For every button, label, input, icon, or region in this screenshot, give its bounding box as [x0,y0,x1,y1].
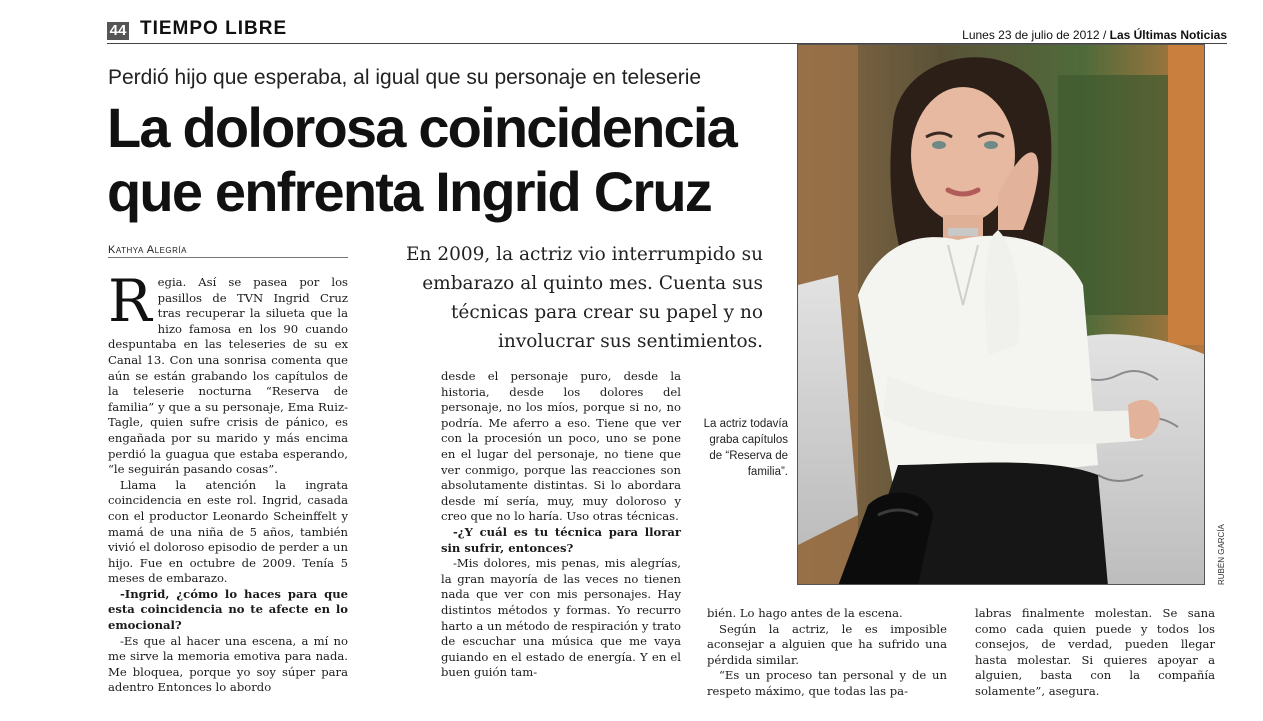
photo-credit [1206,524,1226,585]
body-column-3 [707,606,947,700]
body-column-2 [441,369,681,681]
paragraph-text: egia. Así se pasea por los pasillos de TVN Ingrid Cruz tras recuperar la silueta que la hizo famosa en los 90 cuando despuntaba en las teleseries de su ex Canal 13. Con una sonrisa comenta que aún se están grabando los capítulos de la teleserie nocturna “Reserva de familia” y que a su personaje, Ema Ruiz-Tagle, quien sufre crisis de pánico, es engañada por su marido y más encima perdió la guagua que estaba esperando, “le seguirán pasando cosas”. [108,275,348,477]
paragraph: labras finalmente molestan. Se sana como cada quien puede y todos los consejos, de verdad, pueden llegar hasta molestar. Si quieres apoyar a alguien, basta con la compañía solamente”, asegura. [975,606,1215,698]
publication-name: Las Últimas Noticias [1109,28,1227,42]
deck: En 2009, la actriz vio interrumpido su embarazo al quinto mes. Cuenta sus técnicas para crear su papel y no involucrar sus sentimientos. [406,244,763,352]
paragraph: Llama la atención la ingrata coincidencia en este rol. Ingrid, casada con el productor Leonardo Scheinffelt y mamá de una niña de 5 años, también vivió el doloroso episodio de perder a un hijo. Fue en octubre de 2009. Tenía 5 meses de embarazo. [108,477,348,586]
kicker: Perdió hijo que esperaba, al igual que su personaje en teleserie [108,66,702,89]
dateline [962,28,1227,42]
headline-line-2: que enfrenta Ingrid Cruz [107,160,711,223]
headline-line-1: La dolorosa coincidencia [107,96,736,159]
paragraph: “Es un proceso tan personal y de un respeto máximo, que todas las pa- [707,668,947,698]
page-number: 44 [107,22,129,40]
byline-rule [108,257,348,258]
photo-caption: La actriz todavía graba capítulos de “Reserva de familia”. [703,418,788,478]
byline: Kathya Alegría [108,244,187,256]
interview-question: -¿Y cuál es tu técnica para llorar sin sufrir, entonces? [441,524,681,555]
section-title: TIEMPO LIBRE [140,18,288,39]
lead-paragraph [108,267,348,478]
headline [107,96,787,224]
paragraph: bién. Lo hago antes de la escena. [707,606,903,620]
interview-question: -Ingrid, ¿cómo lo haces para que esta coincidencia no te afecte en lo emocional? [108,586,348,633]
drop-cap: R [108,267,152,335]
issue-date: Lunes 23 de julio de 2012 / [962,28,1107,42]
body-column-1 [108,267,348,696]
paragraph: desde el personaje puro, desde la historia, desde los dolores del personaje, no los míos, porque si no, no podría. Me aferro a eso. Tiene que ver con la procesión un poco, uno se pone en el lugar del personaje, no tiene que ver conmigo, porque las reacciones son absolutamente distintas. Si lo abordara desde mí sería, muy, muy doloroso y creo que no lo haría. Uso otras técnicas. [441,369,681,524]
body-column-4 [975,606,1215,700]
paragraph: -Mis dolores, mis penas, mis alegrías, la gran mayoría de las veces no tienen nada que ver con mis personajes. Hay distintos métodos y formas. Yo recurro harto a un método de respiración y trato de escuchar una música que me vaya guiando en el estado de energía. Y en el buen guión tam- [441,556,681,680]
photo-illustration [798,45,1205,585]
portrait-photo [797,44,1205,585]
paragraph: -Es que al hacer una escena, a mí no me sirve la memoria emotiva para nada. Me bloquea, porque yo soy súper para adentro Entonces lo abordo [108,633,348,695]
paragraph: Según la actriz, le es imposible aconsejar a alguien que ha sufrido una pérdida similar. [707,621,947,667]
photo-credit-text: RUBÉN GARCÍA [1217,524,1226,585]
